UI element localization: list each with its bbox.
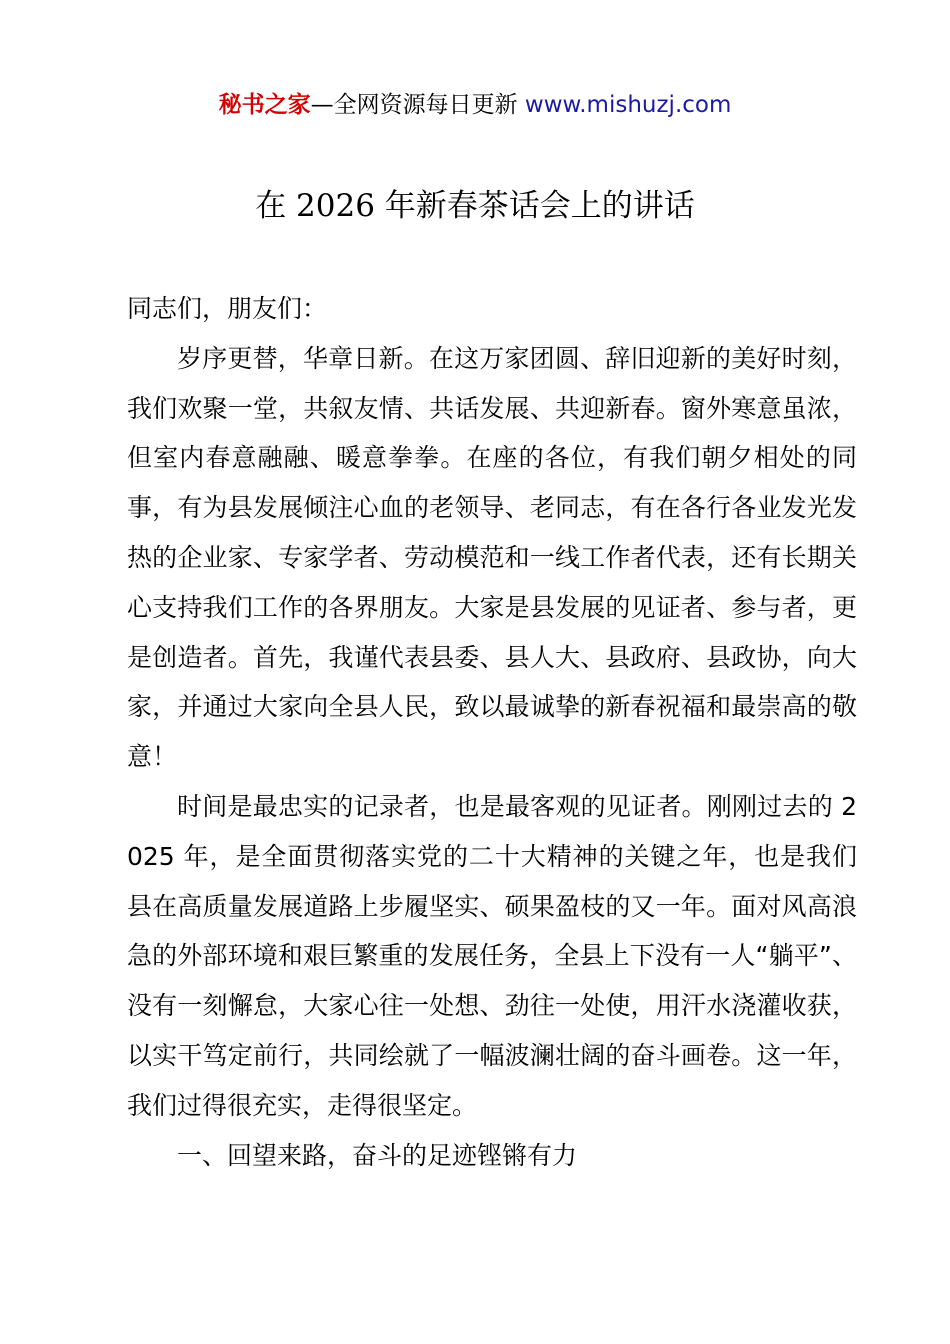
- brand-name: 秘书之家: [218, 92, 311, 118]
- paragraph-1: 岁序更替，华章日新。在这万家团圆、辞旧迎新的美好时刻，我们欢聚一堂，共叙友情、共话发展、共迎新春。窗外寒意虽浓，但室内春意融融、暖意拳拳。在座的各位，有我们朝夕相处的同事，有为县发展倾注心血的老领导、老同志，有在各行各业发光发热的企业家、专家学者、劳动模范和一线工作者代表，还有长期关心支持我们工作的各界朋友。大家是县发展的见证者、参与者，更是创造者。首先，我谨代表县委、县人大、县政府、县政协，向大家，并通过大家向全县人民，致以最诚挚的新春祝福和最崇高的敬意！: [127, 343, 857, 772]
- paragraph-2: 时间是最忠实的记录者，也是最客观的见证者。刚刚过去的 2025 年，是全面贯彻落实党的二十大精神的关键之年，也是我们县在高质量发展道路上步履坚实、硕果盈枝的又一年。面对风高浪急的外部环境和艰巨繁重的发展任务，全县上下没有一人“躺平”、没有一刻懈怠，大家心往一处想、劲往一处使，用汗水浇灌收获，以实干笃定前行，共同绘就了一幅波澜壮阔的奋斗画卷。这一年，我们过得很充实，走得很坚定。: [127, 791, 857, 1120]
- salutation: 同志们，朋友们：: [127, 294, 328, 323]
- header-tagline: —全网资源每日更新: [310, 92, 525, 118]
- site-url[interactable]: www.mishuzj.com: [524, 92, 732, 118]
- document-title: 在 2026 年新春茶话会上的讲话: [255, 188, 695, 224]
- section-heading: 一、回望来路，奋斗的足迹铿锵有力: [177, 1140, 578, 1170]
- document-body: [127, 284, 857, 1180]
- site-header: [0, 88, 950, 122]
